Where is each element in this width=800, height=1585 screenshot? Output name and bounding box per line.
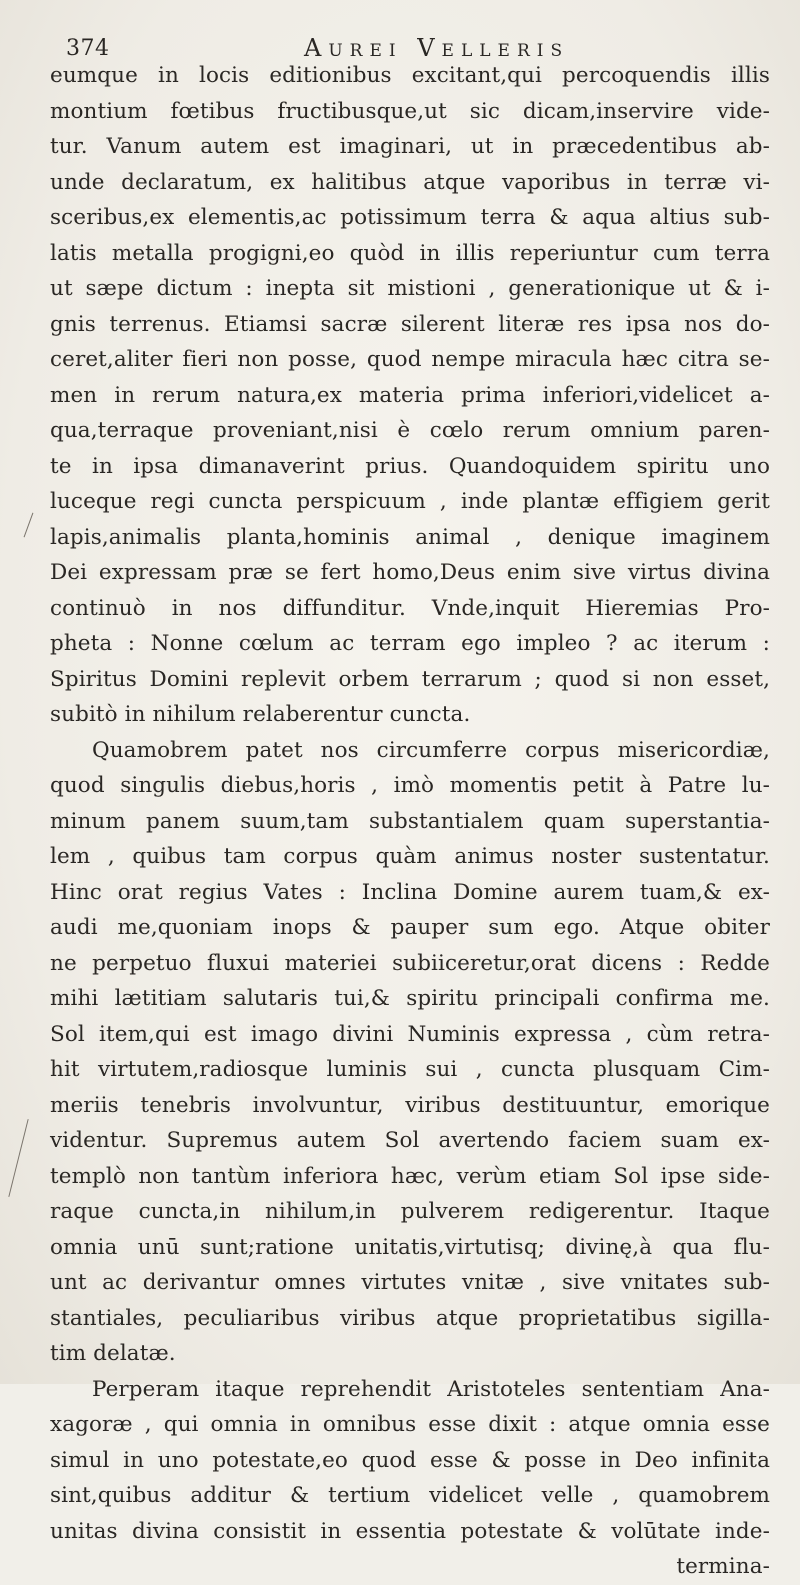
text-line: pheta : Nonne cœlum ac terram ego impleo ? ac iterum : [50, 631, 770, 656]
catchword-line: termina- [676, 1554, 770, 1579]
text-line: subitò in nihilum relaberentur cuncta. [50, 702, 471, 727]
text-line: simul in uno potestate,eo quod esse & posse in Deo infinita [50, 1447, 770, 1473]
text-line: ceret,aliter fieri non posse, quod nempe miracula hæc citra se- [50, 347, 770, 372]
text-line: ut sæpe dictum : inepta sit mistioni , generationique ut & i- [50, 276, 770, 301]
text-line: ne perpetuo fluxui materiei subiiceretur,orat dicens : Redde [50, 950, 770, 976]
text-line: xagoræ , qui omnia in omnibus esse dixit : atque omnia esse [50, 1412, 770, 1437]
margin-pencil-mark [8, 1119, 28, 1197]
text-line: lapis,animalis planta,hominis animal , denique imaginem [50, 524, 770, 550]
text-line: mihi lætitiam salutaris tui,& spiritu principali confirma me. [50, 986, 770, 1011]
text-line: montium fœtibus fructibusque,ut sic dicam,inservire vide- [50, 98, 770, 124]
text-line: quod singulis diebus,horis , imò momentis petit à Patre lu- [50, 773, 770, 798]
text-line: videntur. Supremus autem Sol avertendo faciem suam ex- [50, 1128, 770, 1153]
text-line: gnis terrenus. Etiamsi sacræ silerent literæ res ipsa nos do- [50, 311, 770, 337]
text-line: qua,terraque proveniant,nisi è cœlo rerum omnium paren- [50, 418, 770, 443]
paragraph-start-line: Quamobrem patet nos circumferre corpus misericordiæ, [92, 737, 770, 763]
text-line: hit virtutem,radiosque luminis sui , cuncta plusquam Cim- [50, 1057, 770, 1082]
body-text [50, 58, 770, 1585]
text-line: minum panem suum,tam substantialem quam superstantia- [50, 808, 770, 834]
text-line: latis metalla progigni,eo quòd in illis reperiuntur cum terra [50, 240, 770, 266]
text-line: tur. Vanum autem est imaginari, ut in præcedentibus ab- [50, 134, 770, 159]
text-line: audi me,quoniam inops & pauper sum ego. Atque obiter [50, 915, 770, 940]
text-line: Dei expressam præ se fert homo,Deus enim sive virtus divina [50, 560, 770, 585]
text-line: templò non tantùm inferiora hæc, verùm etiam Sol ipse side- [50, 1163, 770, 1189]
text-line: unde declaratum, ex halitibus atque vaporibus in terræ vi- [50, 169, 770, 195]
running-title: Aurei Velleris [304, 34, 570, 62]
text-line: raque cuncta,in nihilum,in pulverem redigerentur. Itaque [50, 1199, 770, 1224]
text-line: men in rerum natura,ex materia prima inferiori,videlicet a- [50, 382, 770, 408]
text-line: tim delatæ. [50, 1341, 176, 1366]
text-line: Hinc orat regius Vates : Inclina Domine aurem tuam,& ex- [50, 879, 770, 905]
text-line: stantiales, peculiaribus viribus atque proprietatibus sigilla- [50, 1305, 770, 1331]
paragraph-start-line: Perperam itaque reprehendit Aristoteles sententiam Ana- [92, 1376, 770, 1402]
page-number: 374 [66, 36, 110, 61]
text-line: Sol item,qui est imago divini Numinis expressa , cùm retra- [50, 1021, 770, 1047]
text-line: unt ac derivantur omnes virtutes vnitæ , sive vnitates sub- [50, 1270, 770, 1295]
text-line: meriis tenebris involvuntur, viribus destituuntur, emorique [50, 1092, 770, 1118]
text-line: lem , quibus tam corpus quàm animus noster sustentatur. [50, 844, 770, 869]
text-line: luceque regi cuncta perspicuum , inde plantæ effigiem gerit [50, 489, 770, 514]
text-line: sceribus,ex elementis,ac potissimum terra & aqua altius sub- [50, 205, 770, 230]
margin-pencil-mark [24, 513, 34, 538]
text-line: te in ipsa dimanaverint prius. Quandoquidem spiritu uno [50, 453, 770, 479]
text-line: sint,quibus additur & tertium videlicet velle , quamobrem [50, 1483, 770, 1508]
text-line: unitas divina consistit in essentia potestate & volūtate inde- [50, 1518, 770, 1544]
text-line: omnia unū sunt;ratione unitatis,virtutisq; divinę,à qua flu- [50, 1234, 770, 1260]
text-line: Spiritus Domini replevit orbem terrarum ; quod si non esset, [50, 666, 770, 692]
text-line: eumque in locis editionibus excitant,qui percoquendis illis [50, 63, 770, 88]
text-line: continuò in nos diffunditur. Vnde,inquit Hieremias Pro- [50, 595, 770, 621]
